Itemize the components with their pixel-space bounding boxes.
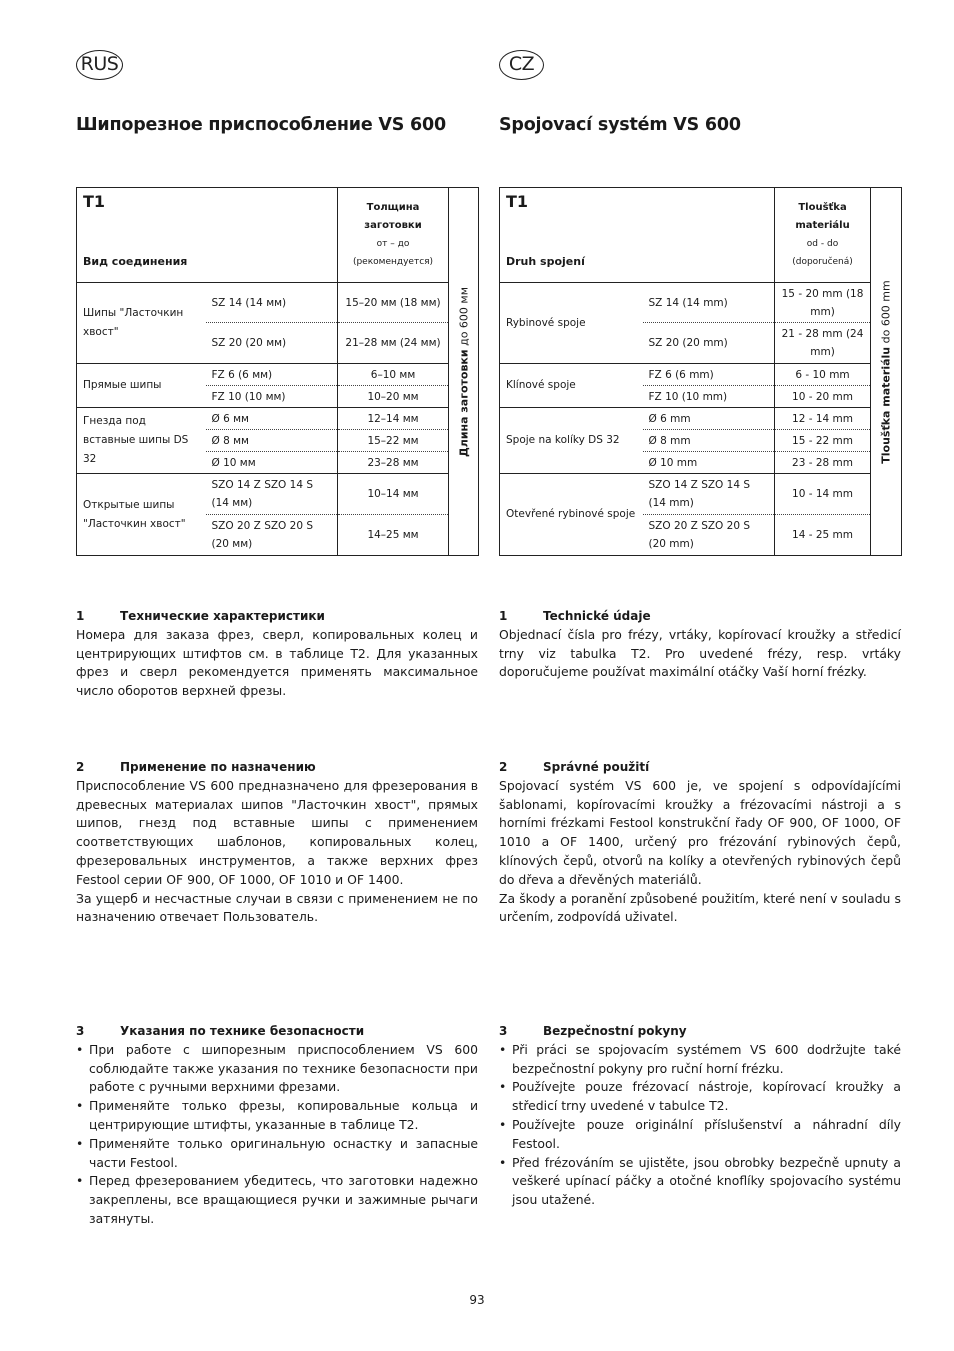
list-item: • Применяйте только фрезы, копировальные кольца и центрирующие штифты, указанные в таблице T2. (76, 1097, 478, 1135)
table-t1-cz (499, 187, 902, 556)
section-paragraph: Приспособление VS 600 предназначено для фрезерования в древесных материалах шипов "Ласточкин хвост", прямых шипов, гнезд под вставные шипы с применением соответствующих шаблонов, копировальных колец, фрезеровальных инструментов, а также верхних фрез Festool серии OF 900, OF 1000, OF 1010 и OF 1400. (76, 777, 478, 887)
thickness-value: 23–28 мм (338, 452, 449, 474)
table-row (500, 283, 902, 323)
joint-type: FZ 6 (6 мм) (206, 364, 338, 386)
joint-group: Прямые шипы (77, 364, 206, 408)
section-1-cz (499, 607, 901, 682)
thickness-value: 12–14 мм (338, 408, 449, 430)
thickness-value: 10 - 14 mm (775, 474, 871, 515)
joint-type: Ø 10 мм (206, 452, 338, 474)
section-title: Správné použití (543, 760, 650, 774)
thickness-value: 21–28 мм (24 мм) (338, 323, 449, 364)
thickness-header-line1: Толщина (366, 202, 420, 213)
section-number: 1 (499, 609, 508, 623)
thickness-value: 23 - 28 mm (775, 452, 871, 474)
thickness-value: 15 - 20 mm (18 mm) (775, 283, 871, 323)
thickness-value: 14–25 мм (338, 515, 449, 556)
section-paragraph: Za škody a poranění způsobené použitím, které není v souladu s určením, zodpovídá uživatel. (499, 890, 901, 925)
joint-type: FZ 10 (10 mm) (643, 386, 775, 408)
thickness-header-line3: od - do (806, 239, 839, 249)
joint-group: Гнезда под вставные шипы DS 32 (77, 408, 206, 474)
section-3-cz (499, 1022, 901, 1210)
joint-type: Ø 8 мм (206, 430, 338, 452)
joint-type: SZO 20 Z SZO 20 S (20 mm) (643, 515, 775, 556)
section-title: Применение по назначению (120, 760, 316, 774)
side-label-bold: Tloušťka materiálu (879, 346, 893, 464)
joint-type: SZ 20 (20 мм) (206, 323, 338, 364)
joint-group: Spoje na kolíky DS 32 (500, 408, 643, 474)
table-row (500, 364, 902, 386)
thickness-header-line4: (рекомендуется) (352, 257, 434, 267)
list-item: • Při práci se spojovacím systémem VS 600 dodržujte také bezpečnostní pokyny pro ruční horní frézku. (499, 1041, 901, 1079)
thickness-header-line3: от – до (376, 239, 410, 249)
joint-group: Otevřené rybinové spoje (500, 474, 643, 556)
length-side-label (871, 188, 902, 556)
section-3-rus (76, 1022, 478, 1229)
thickness-header-line1: Tloušťka (798, 202, 847, 213)
thickness-header-line4: (doporučená) (792, 257, 853, 267)
table-code: T1 (506, 192, 529, 211)
table-row (77, 474, 479, 515)
list-item: • Применяйте только оригинальную оснастку и запасные части Festool. (76, 1135, 478, 1173)
joint-type: SZO 14 Z SZO 14 S (14 mm) (643, 474, 775, 515)
section-paragraph: Номера для заказа фрез, сверл, копировальных колец и центрирующих штифтов см. в таблице T2. Для указанных фрез и сверл рекомендуется применять максимальное число оборотов верхней фрезы. (76, 626, 478, 699)
section-number: 3 (499, 1024, 508, 1038)
thickness-value: 10–14 мм (338, 474, 449, 515)
table-code: T1 (83, 192, 106, 211)
joint-type: Ø 10 mm (643, 452, 775, 474)
joint-type-header: Druh spojení (506, 255, 585, 268)
thickness-header (775, 188, 871, 283)
table-row (77, 408, 479, 430)
joint-type: Ø 6 mm (643, 408, 775, 430)
thickness-header (338, 188, 449, 283)
list-item: • При работе с шипорезным приспособлением VS 600 соблюдайте также указания по технике безопасности при работе с ручными верхними фрезами. (76, 1041, 478, 1097)
length-side-label (449, 188, 479, 556)
list-item: • Před frézováním se ujistěte, jsou obrobky bezpečně upnuty a veškeré upínací páčky a otočné knoflíky spojovacího systému jsou utažené. (499, 1154, 901, 1210)
joint-type: FZ 6 (6 mm) (643, 364, 775, 386)
language-badge-rus: RUS (76, 50, 123, 80)
section-2-rus (76, 758, 478, 927)
page-title-rus: Шипорезное приспособление VS 600 (76, 115, 446, 135)
joint-type: SZ 14 (14 mm) (643, 283, 775, 323)
table-t1-rus (76, 187, 479, 556)
section-number: 3 (76, 1024, 85, 1038)
section-title: Technické údaje (543, 609, 651, 623)
joint-group: Шипы "Ласточкин хвост" (77, 283, 206, 364)
joint-group: Klínové spoje (500, 364, 643, 408)
page-number: 93 (469, 1293, 485, 1307)
joint-type: Ø 6 мм (206, 408, 338, 430)
joint-type: Ø 8 mm (643, 430, 775, 452)
section-1-rus (76, 607, 478, 701)
safety-list (76, 1041, 478, 1229)
joint-type-header: Вид соединения (83, 255, 188, 268)
table-row (500, 474, 902, 515)
thickness-value: 15 - 22 mm (775, 430, 871, 452)
thickness-value: 14 - 25 mm (775, 515, 871, 556)
table-row (77, 364, 479, 386)
side-label-rest: do 600 mm (879, 279, 893, 347)
section-paragraph: Objednací čísla pro frézy, vrtáky, kopírovací kroužky a středicí trny viz tabulka T2. Pro uvedené frézy, resp. vrtáky doporučujeme používat maximální otáčky Vaší horní frézky. (499, 626, 901, 680)
list-item: • Перед фрезерованием убедитесь, что заготовки надежно закреплены, все вращающиеся ручки и зажимные рычаги затянуты. (76, 1172, 478, 1228)
table-header-cell (77, 188, 338, 283)
section-2-cz (499, 758, 901, 927)
section-number: 2 (499, 760, 508, 774)
thickness-value: 12 - 14 mm (775, 408, 871, 430)
section-paragraph: Spojovací systém VS 600 je, ve spojení s odpovídajícími šablonami, kopírovacími kroužky a frézovacími nástroji a s horními frézkami Festool konstrukční řady OF 900, OF 1000, OF 1010 a OF 1400, určený pro frézování rybinových čepů, klínových čepů, otvorů na kolíky a otevřených rybinových čepů do dřeva a dřevěných materiálů. (499, 777, 901, 887)
joint-group: Rybinové spoje (500, 283, 643, 364)
thickness-value: 6 - 10 mm (775, 364, 871, 386)
thickness-value: 15–20 мм (18 мм) (338, 283, 449, 323)
joint-type: SZ 20 (20 mm) (643, 323, 775, 364)
table-header-cell (500, 188, 775, 283)
thickness-header-line2: заготовки (364, 220, 422, 231)
side-label-bold: Длина заготовки (457, 348, 471, 457)
section-title: Bezpečnostní pokyny (543, 1024, 687, 1038)
list-item: • Používejte pouze frézovací nástroje, kopírovací kroužky a středicí trny uvedené v tabulce T2. (499, 1078, 901, 1116)
joint-type: SZO 20 Z SZO 20 S (20 мм) (206, 515, 338, 556)
joint-group: Открытые шипы "Ласточкин хвост" (77, 474, 206, 556)
section-paragraph: За ущерб и несчастные случаи в связи с применением не по назначению отвечает Пользователь. (76, 890, 478, 925)
safety-list (499, 1041, 901, 1210)
thickness-value: 6–10 мм (338, 364, 449, 386)
side-label-rest: до 600 мм (457, 286, 471, 349)
section-number: 1 (76, 609, 85, 623)
thickness-header-line2: materiálu (795, 220, 850, 231)
thickness-value: 10–20 мм (338, 386, 449, 408)
joint-type: SZO 14 Z SZO 14 S (14 мм) (206, 474, 338, 515)
joint-type: FZ 10 (10 мм) (206, 386, 338, 408)
joint-type: SZ 14 (14 мм) (206, 283, 338, 323)
table-row (77, 283, 479, 323)
language-badge-cz: CZ (499, 50, 544, 80)
list-item: • Používejte pouze originální příslušenství a náhradní díly Festool. (499, 1116, 901, 1154)
table-row (500, 408, 902, 430)
section-title: Указания по технике безопасности (120, 1024, 365, 1038)
thickness-value: 10 - 20 mm (775, 386, 871, 408)
thickness-value: 15–22 мм (338, 430, 449, 452)
thickness-value: 21 - 28 mm (24 mm) (775, 323, 871, 364)
section-title: Технические характеристики (120, 609, 325, 623)
page-title-cz: Spojovací systém VS 600 (499, 115, 741, 135)
section-number: 2 (76, 760, 85, 774)
